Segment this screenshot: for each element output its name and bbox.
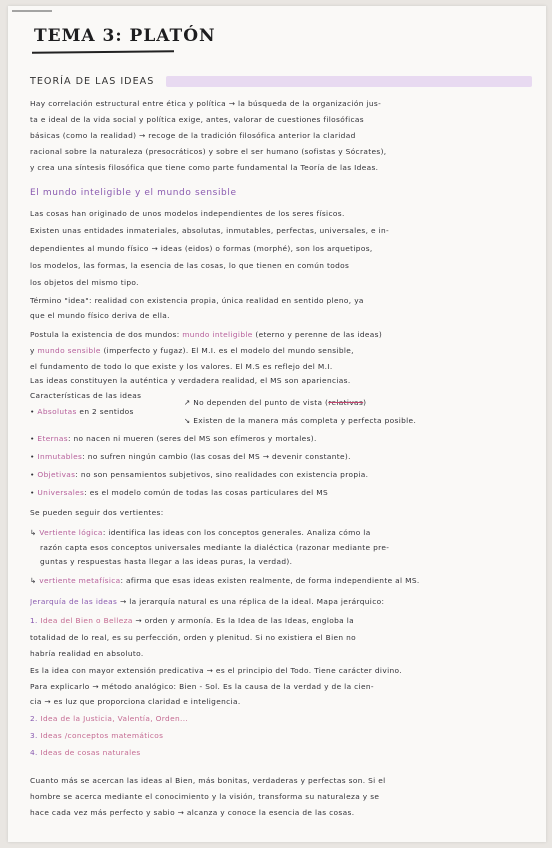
worlds-line: los objetos del mismo tipo. (30, 278, 139, 287)
term-mundo-sensible: mundo sensible (37, 346, 101, 355)
hierarchy-item-1-line: Para explicarlo → método analógico: Bien - Sol. Es la causa de la verdad y de la cien- (30, 682, 374, 691)
section-heading-theory: TEORÍA DE LAS IDEAS (30, 76, 155, 87)
hierarchy-heading: Jerarquía de las ideas → la jerarquía natural es una réplica de la ideal. Mapa jerárquico: (30, 597, 385, 606)
closing-line: hombre se acerca mediante el conocimiento y la visión, transforma su naturaleza y se (30, 792, 380, 801)
char-absolutas-sub: ↘ Existen de la manera más completa y perfecta posible. (184, 416, 417, 425)
two-worlds-line: el fundamento de todo lo que existe y los valores. El M.S es reflejo del M.I. (30, 362, 333, 371)
closing-line: hace cada vez más perfecto y sabio → alcanza y conoce la esencia de las cosas. (30, 808, 355, 817)
heading-highlight (166, 76, 532, 87)
hierarchy-item-4: 4. Ideas de cosas naturales (30, 748, 141, 757)
hierarchy-item-2: 2. Idea de la Justicia, Valentía, Orden... (30, 714, 189, 723)
worlds-line: Existen unas entidades inmateriales, absolutas, inmutables, perfectas, universales, e in- (30, 226, 390, 235)
worlds-line: Las cosas han originado de unos modelos independientes de los seres físicos. (30, 209, 345, 218)
char-eternas: • Eternas: no nacen ni mueren (seres del MS son efímeros y mortales). (30, 434, 317, 443)
intro-line: racional sobre la naturaleza (presocráticos) y sobre el ser humano (sofistas y Sócrates), (30, 147, 387, 156)
char-absolutas: • Absolutas en 2 sentidos (30, 407, 134, 416)
intro-line: Hay correlación estructural entre ética y política → la búsqueda de la organización jus- (30, 99, 382, 108)
hierarchy-item-1-line: totalidad de lo real, es su perfección, orden y plenitud. Si no existiera el Bien no (30, 633, 357, 642)
aspect-logica-line: guntas y respuestas hasta llegar a las ideas puras, la verdad). (40, 557, 293, 566)
char-universales: • Universales: es el modelo común de todas las cosas particulares del MS (30, 488, 329, 497)
term-mundo-inteligible: mundo inteligible (182, 330, 253, 339)
aspect-metafisica: ↳ vertiente metafísica: afirma que esas ideas existen realmente, de forma independiente al MS. (30, 576, 420, 585)
char-absolutas-sub: ↗ No dependen del punto de vista (relativas) (184, 398, 367, 407)
intro-line: básicas (como la realidad) → recoge de la tradición filosófica anterior la claridad (30, 131, 356, 140)
intro-line: ta e ideal de la vida social y política exige, antes, valorar de cuestiones filosóficas (30, 115, 364, 124)
notebook-page (8, 6, 546, 842)
aspect-logica: ↳ Vertiente lógica: identifica las ideas con los conceptos generales. Analiza cómo la (30, 528, 371, 537)
char-inmutables: • Inmutables: no sufren ningún cambio (las cosas del MS → devenir constante). (30, 452, 351, 461)
two-worlds-line: Postula la existencia de dos mundos: mundo inteligible (eterno y perenne de las ideas) (30, 330, 383, 339)
aspect-logica-line: razón capta esos conceptos universales mediante la dialéctica (razonar mediante pre- (40, 543, 390, 552)
char-objetivas: • Objetivas: no son pensamientos subjetivos, sino realidades con existencia propia. (30, 470, 369, 479)
title-underline (32, 50, 174, 53)
hierarchy-item-1: 1. Idea del Bien o Belleza → orden y armonía. Es la Idea de las Ideas, engloba la (30, 616, 355, 625)
hierarchy-item-1-line: cia → es luz que proporciona claridad e inteligencia. (30, 697, 241, 706)
intro-line: y crea una síntesis filosófica que tiene como parte fundamental la Teoría de las Ideas. (30, 163, 379, 172)
idea-term-line: que el mundo físico deriva de ella. (30, 311, 170, 320)
hierarchy-item-3: 3. Ideas /conceptos matemáticos (30, 731, 164, 740)
hierarchy-item-1-line: Es la idea con mayor extensión predicativa → es el principio del Todo. Tiene carácter divino. (30, 666, 402, 675)
page-title: TEMA 3: PLATÓN (34, 26, 216, 46)
worlds-line: dependientes al mundo físico → ideas (eidos) o formas (morphé), son los arquetipos, (30, 244, 373, 253)
idea-term-line: Término "idea": realidad con existencia propia, única realidad en sentido pleno, ya (30, 296, 364, 305)
two-worlds-line: Las ideas constituyen la auténtica y verdadera realidad, el MS son apariencias. (30, 376, 351, 385)
worlds-line: los modelos, las formas, la esencia de las cosas, lo que tienen en común todos (30, 261, 350, 270)
characteristics-heading: Características de las ideas (30, 391, 142, 400)
section-heading-worlds: El mundo inteligible y el mundo sensible (30, 188, 237, 198)
hierarchy-item-1-line: habría realidad en absoluto. (30, 649, 144, 658)
two-worlds-line: y mundo sensible (imperfecto y fugaz). El M.I. es el modelo del mundo sensible, (30, 346, 354, 355)
closing-line: Cuanto más se acercan las ideas al Bien, más bonitas, verdaderas y perfectas son. Si el (30, 776, 386, 785)
aspects-intro: Se pueden seguir dos vertientes: (30, 508, 164, 517)
pencil-mark (12, 10, 52, 12)
